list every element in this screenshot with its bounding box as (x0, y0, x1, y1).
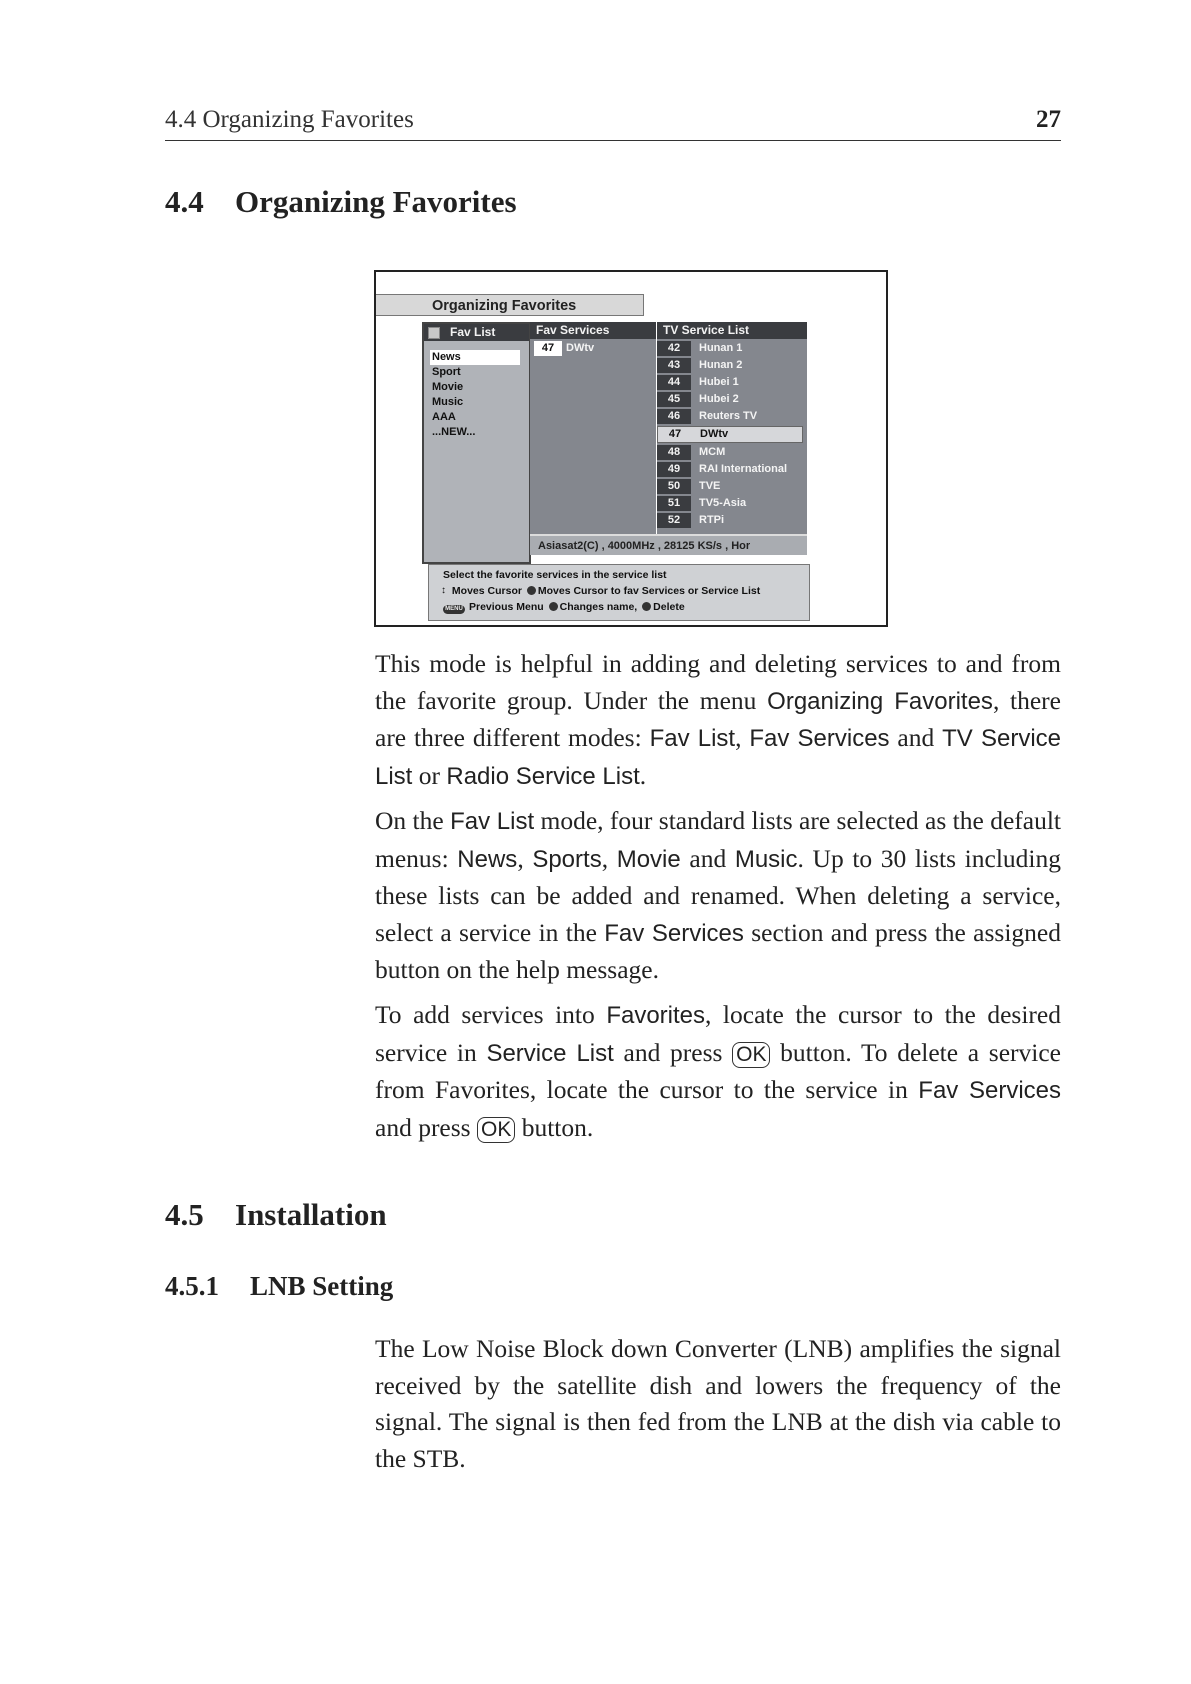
checkbox-icon (428, 327, 440, 339)
service-number: 44 (657, 375, 691, 390)
service-name: Hubei 2 (699, 393, 739, 405)
menu-title: Organizing Favorites (376, 294, 644, 316)
button-dot-icon (527, 586, 536, 595)
service-name: Hunan 1 (699, 342, 743, 354)
subsection-title: LNB Setting (250, 1271, 394, 1301)
service-number: 48 (657, 445, 691, 460)
paragraph-modes: This mode is helpful in adding and deleting services to and from the favorite group. Under the menu Organizing Favorites, there are three different modes: Fav List, Fav Services and TV Service List or Radio Service List. (375, 649, 1062, 790)
help-line: ↕ Moves Cursor Moves Cursor to fav Services or Service List (441, 585, 761, 597)
list-item[interactable]: News (430, 350, 520, 365)
fav-list-header: Fav List (424, 324, 529, 341)
section-title: Installation (235, 1197, 387, 1232)
table-row[interactable] (657, 444, 807, 461)
service-number: 45 (657, 392, 691, 407)
subsection-number: 4.5.1 (165, 1271, 219, 1301)
service-name: TVE (699, 480, 721, 492)
paragraph-add-delete: To add services into Favorites, locate the cursor to the desired service in Service List and press OK button. To delete a service from Favorites, locate the cursor to the service in Fav Services and press OK button. (375, 1000, 1062, 1142)
service-name: Hunan 2 (699, 359, 743, 371)
service-name: TV5-Asia (699, 497, 747, 509)
service-name: MCM (699, 446, 726, 458)
table-row[interactable] (657, 461, 807, 478)
table-row[interactable] (657, 495, 807, 512)
paragraph-lnb: The Low Noise Block down Converter (LNB) amplifies the signal received by the satellite dish and lowers the frequency of the signal. The signal is then fed from the LNB at the dish via cable to the STB. (375, 1334, 1061, 1473)
ok-key-icon: OK (732, 1042, 770, 1068)
up-down-arrow-icon: ↕ (441, 585, 446, 596)
table-row[interactable] (657, 374, 807, 391)
service-number: 42 (657, 341, 691, 356)
list-item[interactable]: Music (432, 396, 464, 408)
service-name: RAI International (699, 463, 788, 475)
fav-services-panel (530, 322, 656, 534)
fav-services-header: Fav Services (530, 322, 656, 339)
tv-service-list-header: TV Service List (657, 322, 807, 339)
table-row-selected[interactable] (657, 426, 803, 443)
service-number: 43 (657, 358, 691, 373)
list-item[interactable]: Sport (432, 366, 461, 378)
table-row[interactable] (657, 478, 807, 495)
fav-list-items (430, 350, 520, 440)
table-row[interactable] (657, 408, 807, 425)
list-item[interactable]: AAA (432, 411, 456, 423)
help-line: Select the favorite services in the service list (443, 569, 667, 581)
button-dot-icon (549, 602, 558, 611)
table-row[interactable] (657, 391, 807, 408)
button-dot-icon (642, 602, 651, 611)
service-name: RTPi (699, 514, 725, 526)
list-item[interactable]: Movie (432, 381, 464, 393)
service-number: 47 (668, 428, 682, 440)
section-number: 4.5 (165, 1197, 204, 1232)
service-name: DWtv (700, 428, 729, 440)
menu-screenshot (374, 270, 888, 627)
table-row[interactable] (657, 512, 807, 529)
tv-service-list-panel (657, 322, 807, 534)
list-item[interactable]: ...NEW... (432, 426, 476, 438)
service-name: Reuters TV (699, 410, 758, 422)
service-number: 52 (657, 513, 691, 528)
ok-key-icon: OK (477, 1117, 515, 1143)
table-row[interactable] (657, 340, 807, 357)
service-number: 50 (657, 479, 691, 494)
menu-key-icon: MENU (443, 605, 465, 614)
running-header-title: 4.4 Organizing Favorites (165, 106, 414, 133)
service-number: 51 (657, 496, 691, 511)
running-header (165, 104, 1061, 141)
section-number: 4.4 (165, 184, 204, 219)
paragraph-fav-list: On the Fav List mode, four standard lists are selected as the default menus: News, Sports, Movie and Music. Up to 30 lists including these lists can be added and renamed. When deleting a service, select a service in the Fav Services section and press the assigned button on the help message. (375, 806, 1062, 985)
service-number: 47 (534, 341, 562, 356)
help-message-box (428, 564, 810, 621)
page-number: 27 (1036, 106, 1061, 133)
table-row[interactable] (657, 357, 807, 374)
section-title: Organizing Favorites (235, 184, 517, 219)
service-number: 46 (657, 409, 691, 424)
service-number: 49 (657, 462, 691, 477)
service-name: DWtv (566, 342, 595, 354)
table-row[interactable] (534, 341, 652, 356)
help-line: MENU Previous Menu Changes name, Delete (443, 600, 685, 615)
fav-list-panel (422, 322, 531, 564)
satellite-status-bar: Asiasat2(C) , 4000MHz , 28125 KS/s , Hor (530, 534, 807, 555)
service-name: Hubei 1 (699, 376, 739, 388)
